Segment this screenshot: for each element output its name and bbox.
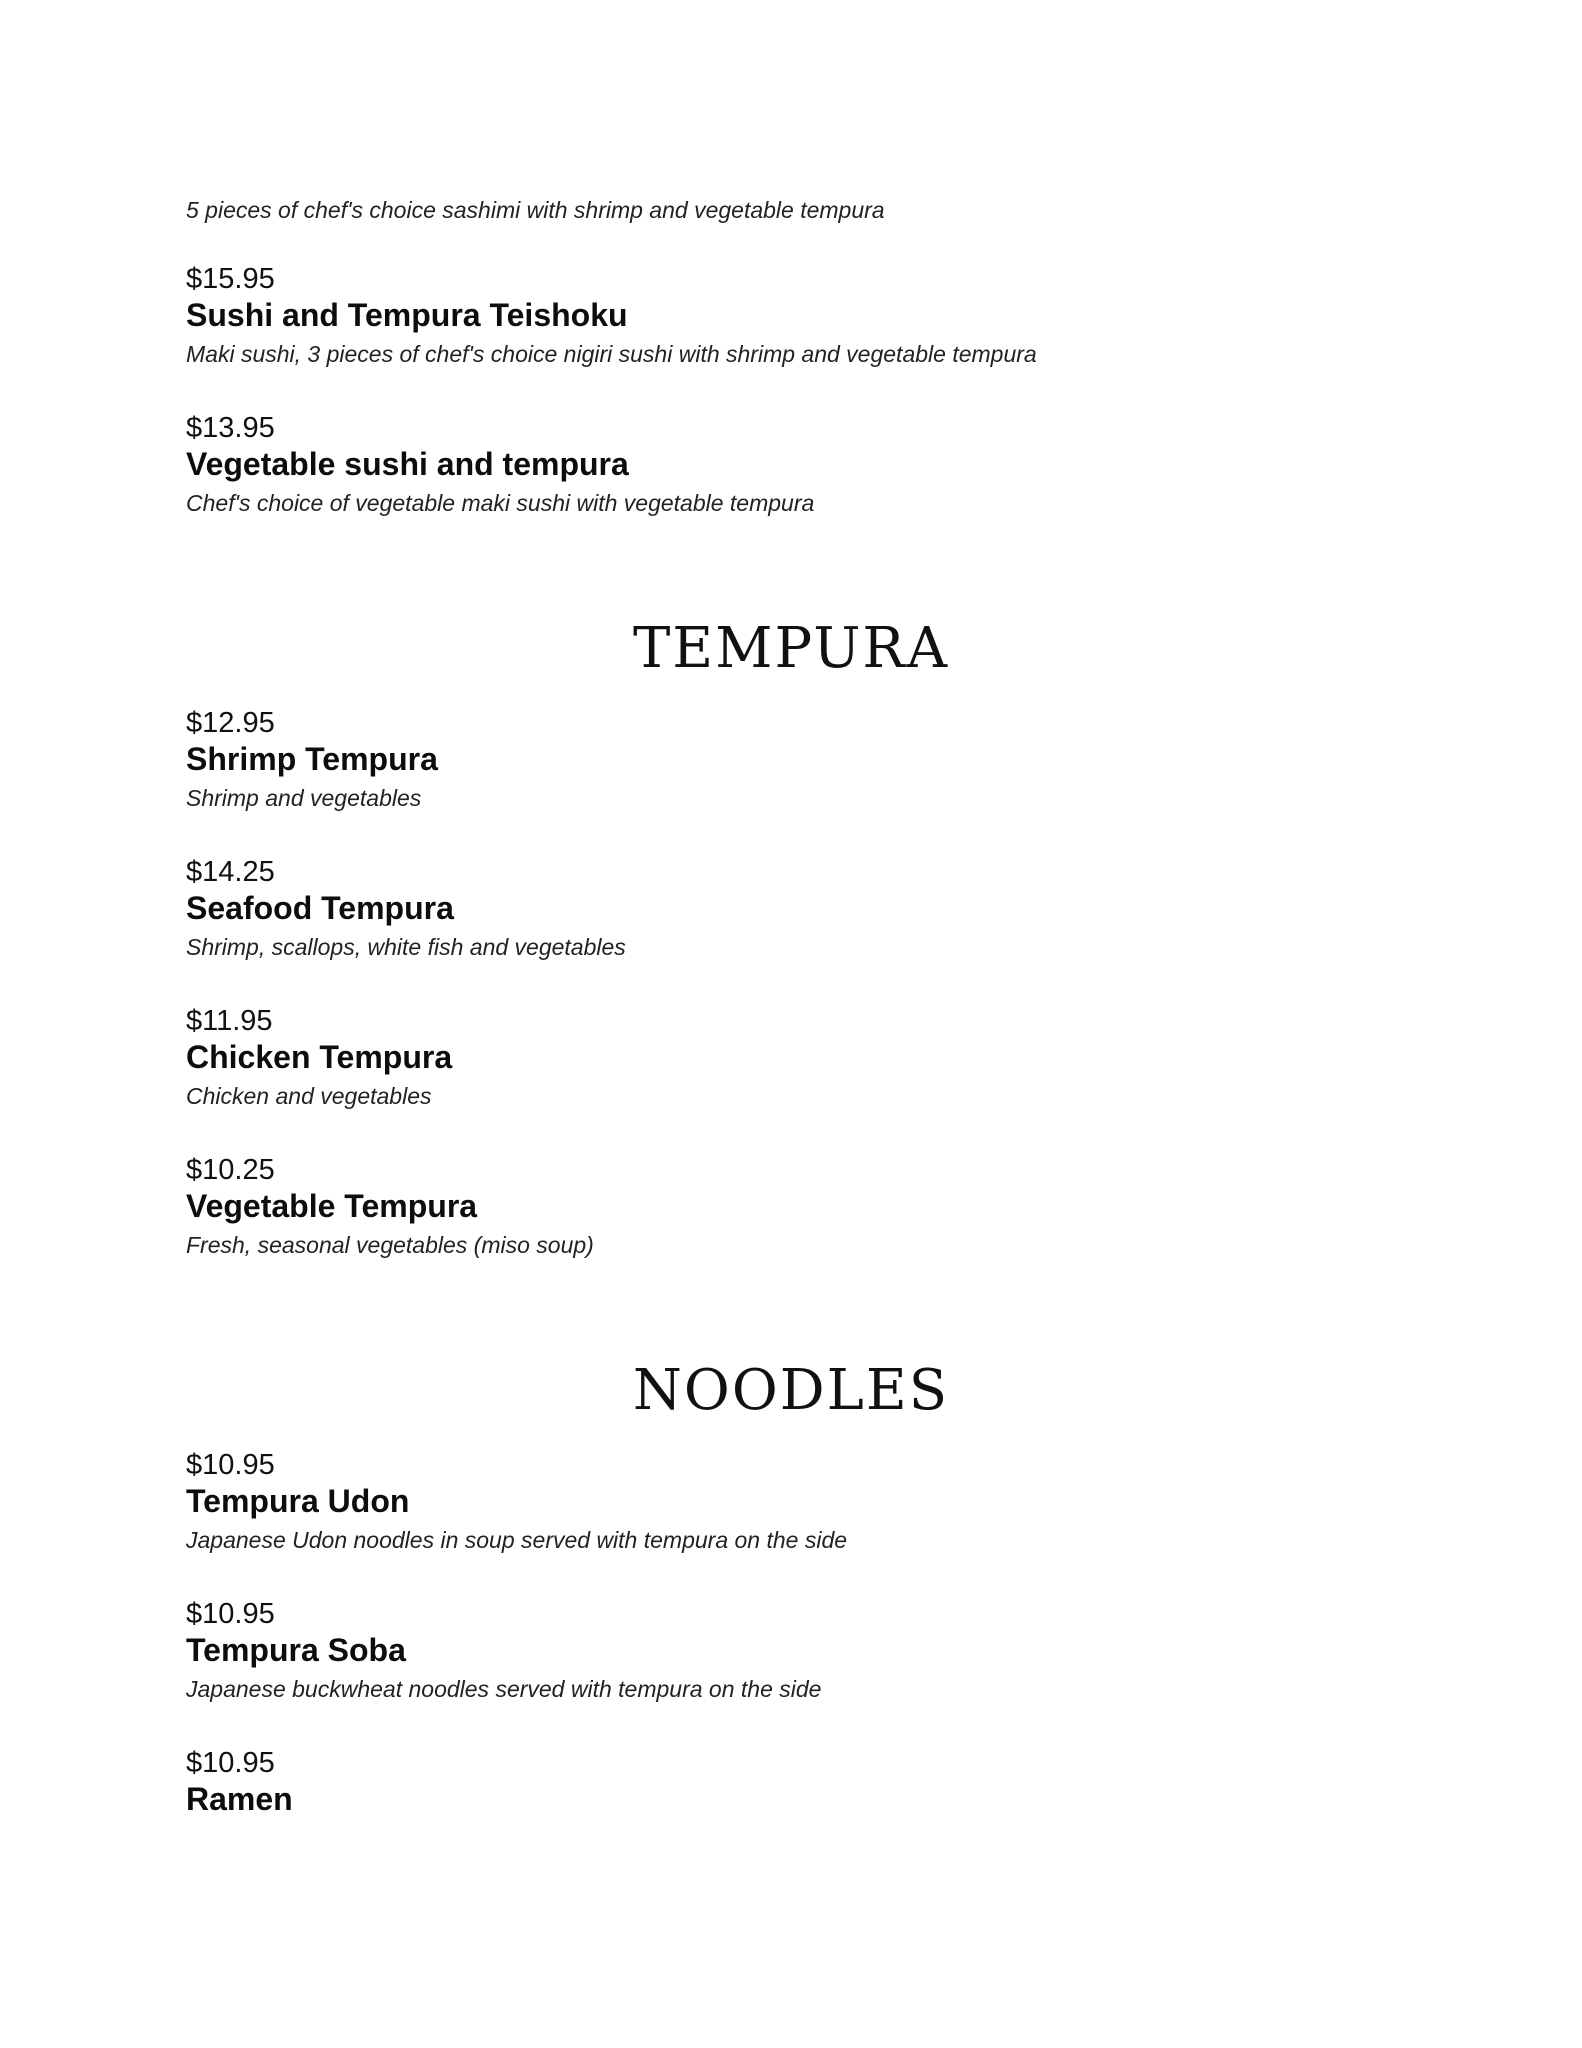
item-price: $10.25 [186,1154,275,1186]
item-name: Vegetable sushi and tempura [186,446,629,482]
item-description: Maki sushi, 3 pieces of chef's choice nigiri sushi with shrimp and vegetable tempura [186,341,1037,367]
item-name: Tempura Soba [186,1632,406,1668]
item-description: Japanese buckwheat noodles served with tempura on the side [186,1676,822,1702]
item-description: Fresh, seasonal vegetables (miso soup) [186,1232,594,1258]
item-description: Japanese Udon noodles in soup served with tempura on the side [186,1527,848,1553]
menu-item-vegetable-tempura [186,1153,1406,1259]
item-price: $10.95 [186,1598,275,1630]
menu-item-sushi-tempura-teishoku [186,262,1406,368]
item-price: $10.95 [186,1449,275,1481]
menu-item-chicken-tempura [186,1004,1406,1110]
item-name: Sushi and Tempura Teishoku [186,297,628,333]
item-price: $10.95 [186,1747,275,1779]
item-name: Tempura Udon [186,1483,410,1519]
item-description: Shrimp, scallops, white fish and vegetables [186,934,626,960]
item-description: Chicken and vegetables [186,1083,432,1109]
item-price: $14.25 [186,856,275,888]
item-price: $12.95 [186,707,275,739]
item-description: 5 pieces of chef's choice sashimi with shrimp and vegetable tempura [186,197,885,223]
menu-item-tempura-udon [186,1448,1406,1554]
item-price: $15.95 [186,263,275,295]
item-name: Ramen [186,1781,293,1817]
item-description: Chef's choice of vegetable maki sushi with vegetable tempura [186,490,815,516]
item-name: Seafood Tempura [186,890,454,926]
menu-item-ramen [186,1746,1406,1818]
section-title-tempura: TEMPURA [632,616,950,681]
item-name: Shrimp Tempura [186,741,438,777]
menu-item-shrimp-tempura [186,706,1406,812]
section-title-noodles: NOODLES [632,1358,950,1423]
menu-item-vegetable-sushi-tempura [186,411,1406,517]
menu-item-tempura-soba [186,1597,1406,1703]
item-description: Shrimp and vegetables [186,785,422,811]
item-price: $11.95 [186,1005,273,1037]
item-name: Chicken Tempura [186,1039,453,1075]
menu-item-seafood-tempura [186,855,1406,961]
item-name: Vegetable Tempura [186,1188,478,1224]
item-price: $13.95 [186,412,275,444]
